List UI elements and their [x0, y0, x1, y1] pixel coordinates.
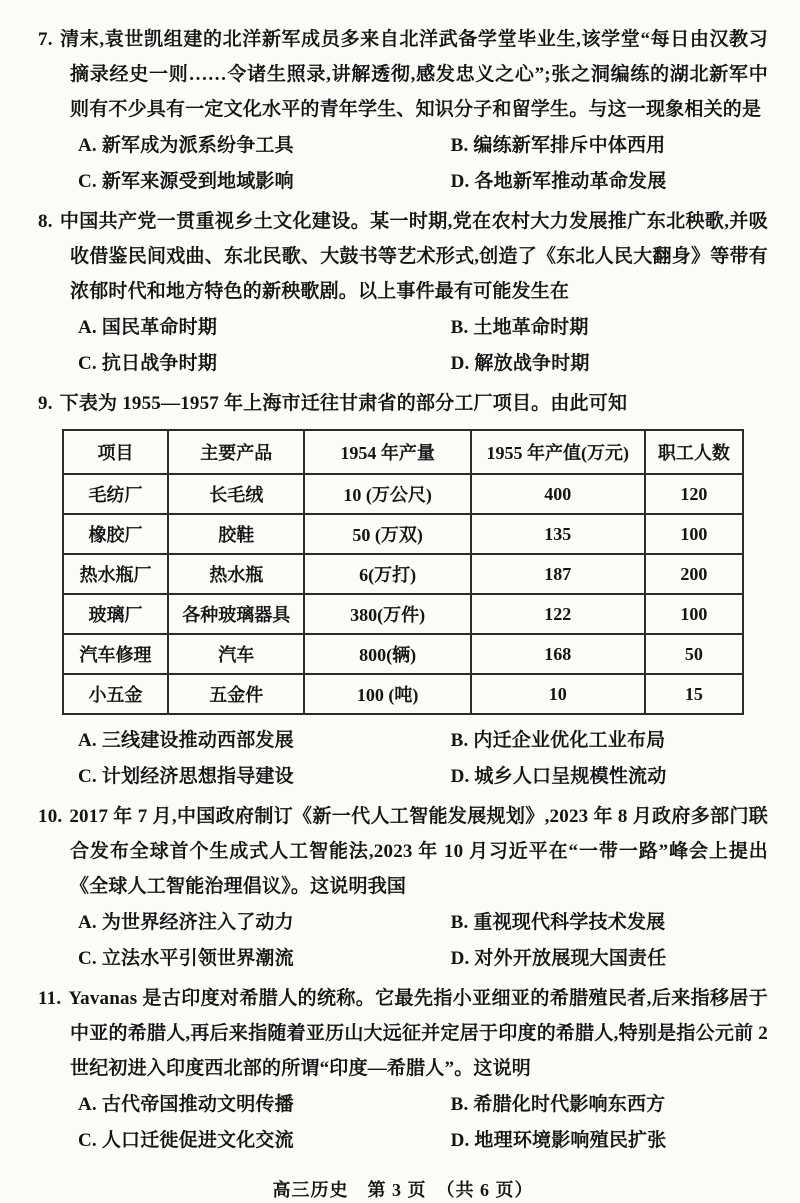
cell-output: 380(万件): [304, 594, 471, 634]
question-10-options: [38, 905, 768, 977]
question-10: [38, 799, 768, 977]
cell-staff: 15: [645, 674, 744, 714]
question-10-option-b: B. 重视现代科学技术发展: [450, 912, 666, 933]
question-9-options: [38, 723, 768, 795]
question-11-option-a: A. 古代帝国推动文明传播: [78, 1094, 294, 1115]
column-header-1955-value: 1955 年产值(万元): [471, 430, 645, 474]
table-row: [63, 514, 744, 554]
table-row: [63, 554, 744, 594]
cell-project: 橡胶厂: [63, 514, 168, 554]
cell-value: 168: [471, 634, 645, 674]
question-8-number: 8.: [38, 211, 53, 232]
question-7-option-b: B. 编练新军排斥中体西用: [450, 135, 666, 156]
cell-product: 各种玻璃器具: [168, 594, 304, 634]
question-7-stem: [38, 22, 768, 127]
page-footer: 高三历史 第 3 页 （共 6 页）: [272, 1180, 534, 1200]
cell-product: 汽车: [168, 634, 304, 674]
question-10-option-d: D. 对外开放展现大国责任: [450, 948, 667, 969]
question-7-option-c: C. 新军来源受到地域影响: [78, 171, 294, 192]
column-header-1954-output: 1954 年产量: [304, 430, 471, 474]
cell-staff: 100: [645, 514, 744, 554]
cell-product: 热水瓶: [168, 554, 304, 594]
factory-relocation-table: [62, 429, 745, 715]
cell-staff: 120: [645, 474, 744, 514]
question-9-text: 下表为 1955—1957 年上海市迁往甘肃省的部分工厂项目。由此可知: [59, 393, 628, 414]
table-row: [63, 474, 744, 514]
cell-value: 400: [471, 474, 645, 514]
question-9-number: 9.: [38, 393, 53, 414]
question-8-stem: [38, 204, 768, 309]
cell-staff: 200: [645, 554, 744, 594]
question-10-option-a: A. 为世界经济注入了动力: [78, 912, 294, 933]
cell-value: 10: [471, 674, 645, 714]
cell-value: 135: [471, 514, 645, 554]
cell-product: 五金件: [168, 674, 304, 714]
column-header-staff-count: 职工人数: [645, 430, 744, 474]
question-9: [38, 386, 768, 795]
question-8-text: 中国共产党一贯重视乡土文化建设。某一时期,党在农村大力发展推广东北秧歌,并吸收借鉴民间戏曲、东北民歌、大鼓书等艺术形式,创造了《东北人民大翻身》等带有浓郁时代和地方特色的新秧歌剧。以上事件最有可能发生在: [59, 211, 768, 302]
cell-project: 热水瓶厂: [63, 554, 168, 594]
column-header-main-product: 主要产品: [168, 430, 304, 474]
cell-output: 100 (吨): [304, 674, 471, 714]
cell-product: 长毛绒: [168, 474, 304, 514]
question-8-option-a: A. 国民革命时期: [78, 317, 218, 338]
cell-output: 10 (万公尺): [304, 474, 471, 514]
cell-staff: 100: [645, 594, 744, 634]
question-11-option-d: D. 地理环境影响殖民扩张: [450, 1130, 667, 1151]
cell-project: 玻璃厂: [63, 594, 168, 634]
question-11-number: 11.: [38, 988, 62, 1009]
cell-project: 小五金: [63, 674, 168, 714]
question-10-number: 10.: [38, 806, 63, 827]
question-9-option-c: C. 计划经济思想指导建设: [78, 766, 294, 787]
question-7-option-d: D. 各地新军推动革命发展: [450, 171, 667, 192]
cell-value: 122: [471, 594, 645, 634]
question-10-text: 2017 年 7 月,中国政府制订《新一代人工智能发展规划》,2023 年 8 月政府多部门联合发布全球首个生成式人工智能法,2023 年 10 月习近平在“一带一路”峰会上提出《全球人工智能治理倡议》。这说明我国: [69, 806, 768, 897]
question-7-number: 7.: [38, 29, 53, 50]
question-9-option-b: B. 内迁企业优化工业布局: [450, 730, 666, 751]
question-8-options: [38, 310, 768, 382]
cell-product: 胶鞋: [168, 514, 304, 554]
question-9-option-a: A. 三线建设推动西部发展: [78, 730, 294, 751]
cell-output: 50 (万双): [304, 514, 471, 554]
question-9-option-d: D. 城乡人口呈规模性流动: [450, 766, 667, 787]
cell-output: 800(辆): [304, 634, 471, 674]
column-header-project: 项目: [63, 430, 168, 474]
question-11-option-c: C. 人口迁徙促进文化交流: [78, 1130, 294, 1151]
table-header-row: [63, 430, 744, 474]
question-7-options: [38, 128, 768, 200]
question-7-option-a: A. 新军成为派系纷争工具: [78, 135, 294, 156]
question-9-stem: [38, 386, 768, 421]
question-8-option-d: D. 解放战争时期: [450, 353, 590, 374]
question-7: [38, 22, 768, 200]
question-11-text: Yavanas 是古印度对希腊人的统称。它最先指小亚细亚的希腊殖民者,后来指移居于中亚的希腊人,再后来指随着亚历山大远征并定居于印度的希腊人,特别是指公元前 2 世纪初进入印度西北部的所谓“印度—希腊人”。这说明: [68, 988, 768, 1079]
question-8-option-b: B. 土地革命时期: [450, 317, 589, 338]
question-11-stem: [38, 981, 768, 1086]
table-row: [63, 634, 744, 674]
question-11-option-b: B. 希腊化时代影响东西方: [450, 1094, 666, 1115]
question-10-stem: [38, 799, 768, 904]
question-11: [38, 981, 768, 1159]
cell-project: 毛纺厂: [63, 474, 168, 514]
question-8-option-c: C. 抗日战争时期: [78, 353, 218, 374]
question-11-options: [38, 1087, 768, 1159]
table-row: [63, 594, 744, 634]
cell-output: 6(万打): [304, 554, 471, 594]
question-7-text: 清末,袁世凯组建的北洋新军成员多来自北洋武备学堂毕业生,该学堂“每日由汉教习摘录经史一则……令诸生照录,讲解透彻,感发忠义之心”;张之洞编练的湖北新军中则有不少具有一定文化水平的青年学生、知识分子和留学生。与这一现象相关的是: [59, 29, 768, 120]
cell-value: 187: [471, 554, 645, 594]
question-10-option-c: C. 立法水平引领世界潮流: [78, 948, 294, 969]
cell-project: 汽车修理: [63, 634, 168, 674]
cell-staff: 50: [645, 634, 744, 674]
question-8: [38, 204, 768, 382]
table-row: [63, 674, 744, 714]
